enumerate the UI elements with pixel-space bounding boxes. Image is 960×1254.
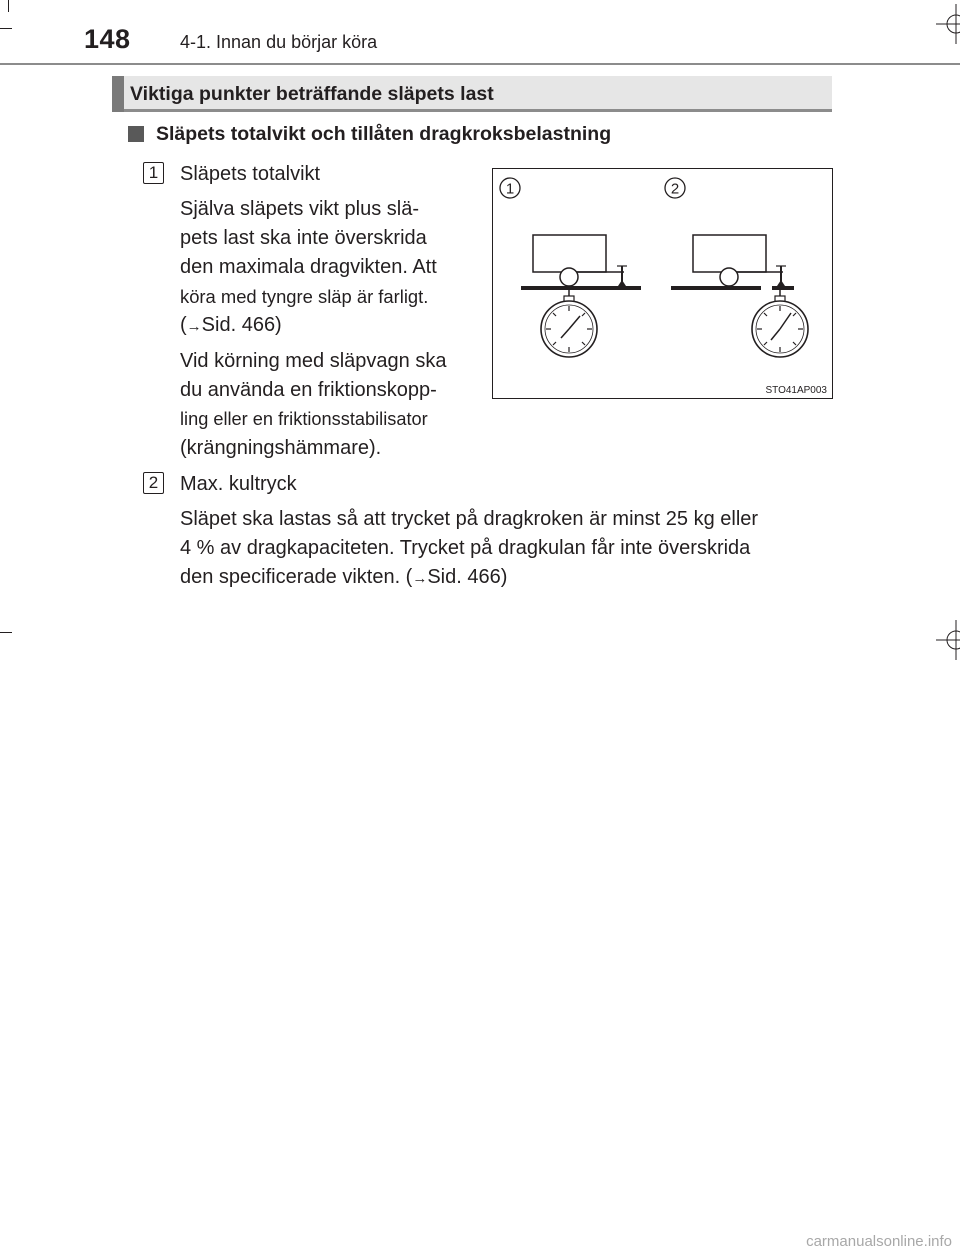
item-1-paragraph-2 <box>180 347 474 463</box>
reference-link[interactable]: Sid. 466) <box>427 566 508 588</box>
item-title: Släpets totalvikt <box>180 163 321 185</box>
item-number-badge: 2 <box>143 472 164 494</box>
figure-label-2 <box>665 178 685 198</box>
header-divider <box>0 63 960 65</box>
trailer-diagram <box>493 169 831 397</box>
figure-label-1-text: 1 <box>505 180 515 198</box>
figure-label-2-text: 2 <box>670 180 680 198</box>
text-line: Vid körning med släpvagn ska <box>180 350 447 372</box>
trailer-load-illustration <box>492 168 833 399</box>
text-span: den specificerade vikten. ( <box>180 566 413 588</box>
watermark: carmanualsonline.info <box>806 1233 952 1250</box>
item-title: Max. kultryck <box>180 473 297 495</box>
item-2-paragraph <box>180 505 830 593</box>
trailer-scene-1 <box>521 235 641 357</box>
registration-mark-top-right <box>936 4 960 44</box>
arrow-right-icon: → <box>412 570 428 587</box>
text-line: du använda en friktionskopp- <box>180 379 437 401</box>
text-line: köra med tyngre släp är farligt. <box>180 286 429 307</box>
text-line: pets last ska inte överskrida <box>180 227 427 249</box>
text-line: Släpet ska lastas så att trycket på dragkroken är minst 25 kg eller <box>180 508 759 530</box>
text-line: ling eller en friktionsstabilisator <box>180 409 428 429</box>
section-banner <box>112 76 832 112</box>
registration-mark-mid-right <box>936 620 960 660</box>
square-bullet-icon <box>128 126 144 142</box>
crop-mark-top-left-v <box>8 0 9 12</box>
crop-mark-top-left <box>0 28 12 29</box>
reference-open-paren: ( <box>180 314 187 336</box>
page-number: 148 <box>84 24 131 54</box>
section-title: Viktiga punkter beträffande släpets last <box>130 83 494 105</box>
chapter-title: 4-1. Innan du börjar köra <box>180 32 378 52</box>
subheading: Släpets totalvikt och tillåten dragkroksbelastning <box>156 123 612 145</box>
page-reference <box>180 311 474 341</box>
item-number-badge: 1 <box>143 162 164 184</box>
text-line: (krängningshämmare). <box>180 437 382 459</box>
banner-accent-bar <box>112 76 124 112</box>
reference-link[interactable]: Sid. 466) <box>201 314 282 336</box>
text-line: den maximala dragvikten. Att <box>180 256 437 278</box>
crop-mark-mid-left <box>0 632 12 633</box>
text-line: Själva släpets vikt plus slä- <box>180 198 419 220</box>
arrow-right-icon: → <box>186 318 202 335</box>
figure-label-1 <box>500 178 520 198</box>
text-line <box>180 563 830 593</box>
figure-code: STO41AP003 <box>765 385 827 396</box>
trailer-scene-2 <box>671 235 808 357</box>
text-line: 4 % av dragkapaciteten. Trycket på dragkulan får inte överskrida <box>180 537 751 559</box>
item-1-paragraph-1 <box>180 195 474 341</box>
